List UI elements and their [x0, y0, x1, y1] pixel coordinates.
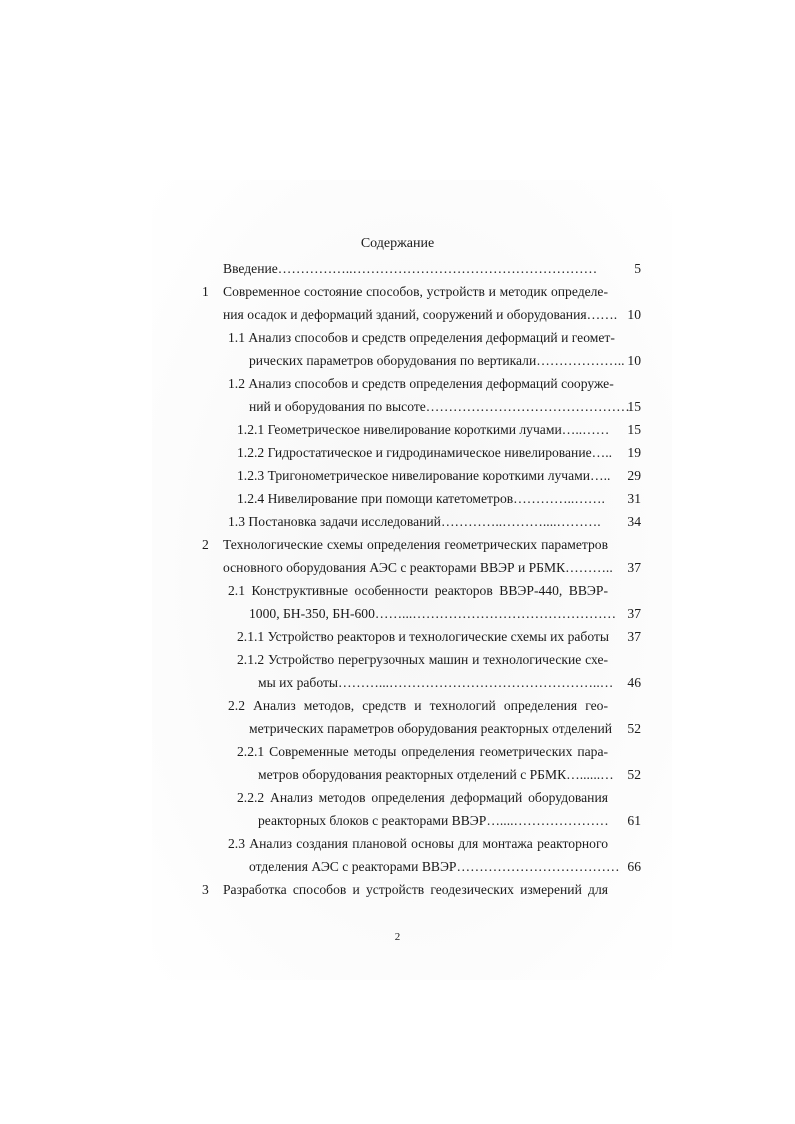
toc-page: 10 — [627, 353, 641, 368]
toc-line: 2.2.1 Современные методы определения геометрических пара- — [237, 744, 608, 759]
toc-page: 10 — [627, 307, 641, 322]
toc-line: 1.2.2 Гидростатическое и гидродинамическое нивелирование….. — [237, 445, 613, 460]
toc-line: Введение……………..……………………………………………… — [223, 261, 598, 276]
toc-page: 66 — [627, 859, 641, 874]
toc-page: 5 — [634, 261, 641, 276]
toc-line: 2.1.2 Устройство перегрузочных машин и технологические схе- — [237, 652, 608, 667]
toc-page: 61 — [627, 813, 641, 828]
toc-page: 37 — [627, 629, 641, 644]
toc-line: ний и оборудования по высоте……………………………………… — [249, 399, 630, 414]
toc-page: 19 — [627, 445, 641, 460]
toc-line: Технологические схемы определения геометрических параметров — [223, 537, 608, 552]
toc-line: Разработка способов и устройств геодезических измерений для — [223, 882, 608, 897]
toc-line: 2.3 Анализ создания плановой основы для монтажа реакторного — [228, 836, 608, 851]
toc-line: 1.1 Анализ способов и средств определения деформаций и геомет- — [228, 330, 615, 345]
toc-page: 37 — [627, 606, 641, 621]
toc-line: 2.1.1 Устройство реакторов и технологические схемы их работы — [237, 629, 610, 644]
toc-line: 2.2.2 Анализ методов определения деформаций оборудования — [237, 790, 608, 805]
toc-page: 34 — [627, 514, 641, 529]
toc-line: реакторных блоков с реакторами ВВЭР…....………………… — [258, 813, 609, 828]
toc-page: 46 — [627, 675, 641, 690]
page-title: Содержание — [360, 236, 435, 251]
toc-line: ния осадок и деформаций зданий, сооружений и оборудования……. — [223, 307, 618, 322]
toc-line: отделения АЭС с реакторами ВВЭР……………………………… — [249, 859, 620, 874]
toc-line: 1.3 Постановка задачи исследований…………..………....………. — [228, 514, 601, 529]
toc-line: 2.1 Конструктивные особенности реакторов ВВЭР-440, ВВЭР- — [228, 583, 608, 598]
toc-line: мы их работы………...………………………………………..… — [258, 675, 614, 690]
toc-number: 2 — [202, 537, 209, 552]
toc-page: 15 — [627, 399, 641, 414]
toc-line: 2.2 Анализ методов, средств и технологий определения гео- — [228, 698, 608, 713]
toc-page: 52 — [627, 767, 641, 782]
page-number: 2 — [394, 931, 401, 943]
toc-line: 1.2.3 Тригонометрическое нивелирование короткими лучами….. — [237, 468, 611, 483]
toc-line: рических параметров оборудования по вертикали……………….. — [249, 353, 625, 368]
toc-page: 52 — [627, 721, 641, 736]
toc-line: 1000, БН-350, БН-600……...……………………………………… — [249, 606, 617, 621]
toc-line: 1.2 Анализ способов и средств определения деформаций сооруже- — [228, 376, 614, 391]
toc-line: 1.2.4 Нивелирование при помощи катетометров…………..……. — [237, 491, 605, 506]
toc-line: метров оборудования реакторных отделений с РБМК…......… — [258, 767, 614, 782]
toc-page: 15 — [627, 422, 641, 437]
toc-number: 1 — [202, 284, 209, 299]
toc-line: основного оборудования АЭС с реакторами ВВЭР и РБМК……….. — [223, 560, 613, 575]
toc-page: 37 — [627, 560, 641, 575]
toc-line: Современное состояние способов, устройств и методик определе- — [223, 284, 608, 299]
toc-page: 29 — [627, 468, 641, 483]
toc-number: 3 — [202, 882, 209, 897]
toc-line: 1.2.1 Геометрическое нивелирование короткими лучами…..…… — [237, 422, 610, 437]
toc-line: метрических параметров оборудования реакторных отделений — [249, 721, 613, 736]
toc-page: 31 — [627, 491, 641, 506]
